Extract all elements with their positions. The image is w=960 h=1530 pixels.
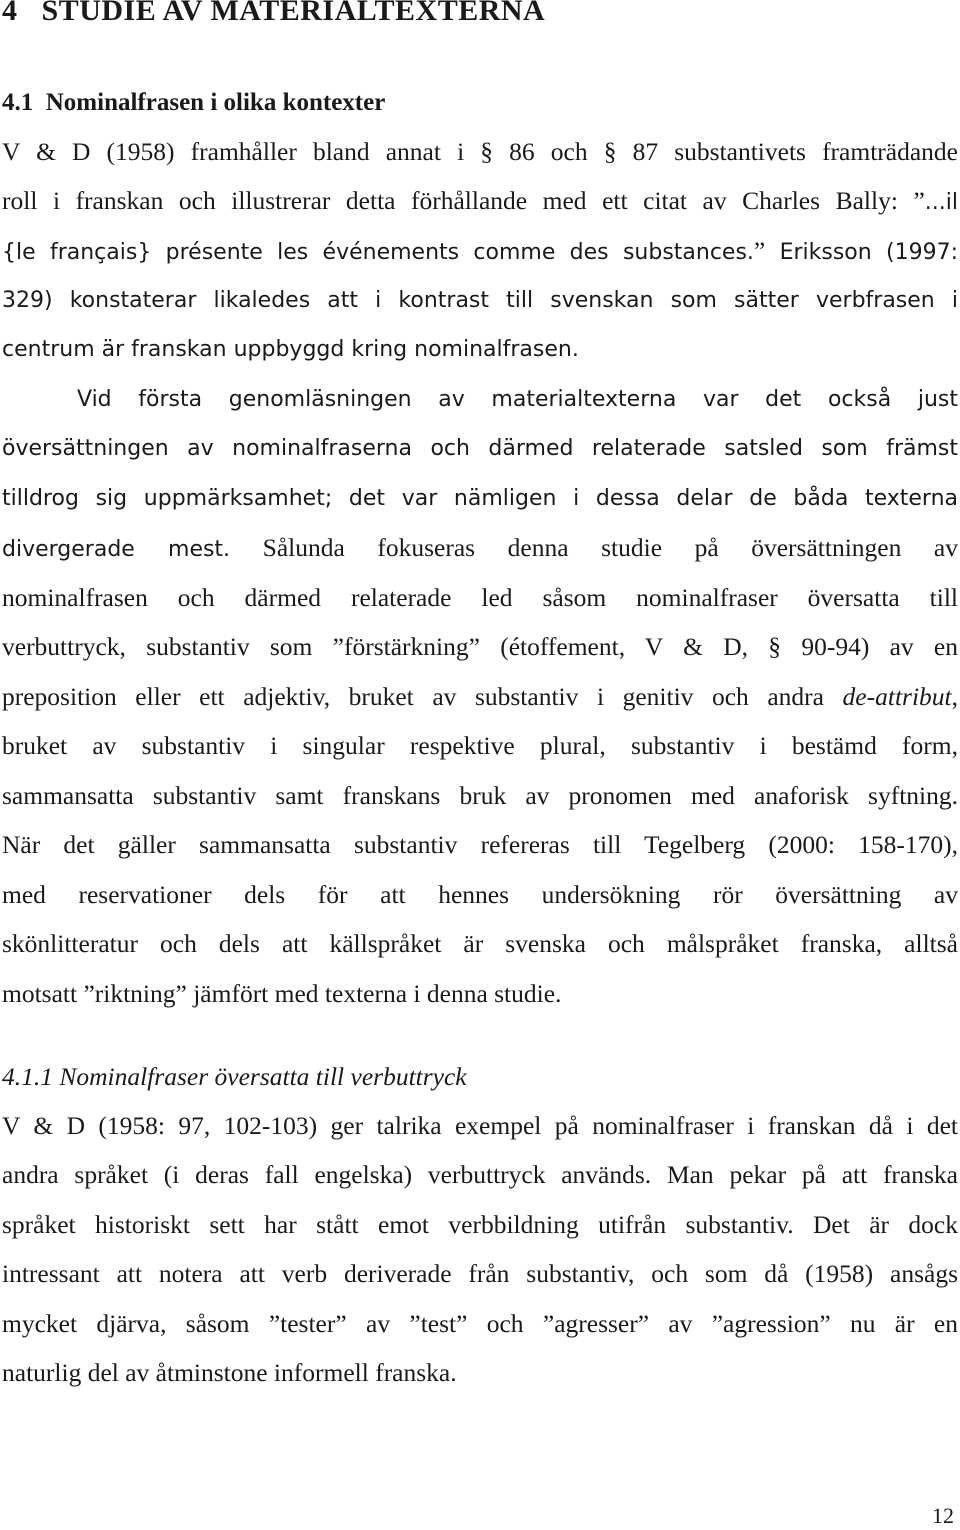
text-line: språket historiskt sett har stått emot verbbildning utifrån substantiv. Det är dock — [2, 1210, 958, 1239]
section-title: Nominalfrasen i olika kontexter — [45, 89, 386, 116]
text-line: Vid första genomläsningen av materialtexterna var det också just — [77, 387, 958, 412]
text-line: med reservationer dels för att hennes undersökning rör översättning av — [2, 880, 958, 909]
section-sign: § — [768, 632, 782, 661]
text-line: sammansatta substantiv samt franskans bruk av pronomen med anaforisk syftning. — [2, 781, 958, 810]
subsection-heading — [2, 1062, 958, 1092]
text-line: centrum är franskan uppbyggd kring nominalfrasen. — [2, 337, 579, 362]
french-quote: {le français} présente les événements comme des substances. — [2, 240, 754, 265]
text-line: nominalfrasen och därmed relaterade led såsom nominalfraser översatta till — [2, 583, 958, 612]
text-line: {le français} présente les événements comme des substances.” Eriksson (1997: — [2, 236, 958, 265]
text-line: V & D (1958: 97, 102-103) ger talrika exempel på nominalfraser i franskan då i det — [2, 1111, 958, 1140]
chapter-heading — [2, 0, 958, 26]
subsection-title: Nominalfraser översatta till verbuttryck — [59, 1062, 467, 1091]
text-line: översättningen av nominalfraserna och därmed relaterade satsled som främst — [2, 436, 958, 461]
text-line: V & D (1958) framhåller bland annat i § 86 och § 87 substantivets framträdande — [2, 137, 958, 166]
text-line: motsatt ”riktning” jämfört med texterna i denna studie. — [2, 979, 562, 1008]
text-line: roll i franskan och illustrerar detta förhållande med ett citat av Charles Bally: ”...il — [2, 186, 958, 215]
text-line: intressant att notera att verb deriverade från substantiv, och som då (1958) ansågs — [2, 1259, 958, 1288]
text-line: skönlitteratur och dels att källspråket är svenska och målspråket franska, alltså — [2, 929, 958, 958]
italic-term: de-attribut — [842, 682, 952, 711]
quote-mark: ” — [913, 186, 925, 215]
chapter-title: STUDIE AV MATERIALTEXTERNA — [41, 0, 546, 27]
text-line: När det gäller sammansatta substantiv refereras till Tegelberg (2000: 158-170), — [2, 830, 958, 859]
section-number: 4.1 — [2, 89, 34, 116]
section-sign: § — [480, 137, 494, 166]
section-heading — [2, 88, 958, 118]
text-line: preposition eller ett adjektiv, bruket av substantiv i genitiv och andra de-attribut, — [2, 682, 958, 711]
text-line: divergerade mest. Sålunda fokuseras denna studie på översättningen av — [2, 533, 958, 562]
section-sign: § — [603, 137, 617, 166]
text-line: mycket djärva, såsom ”tester” av ”test” och ”agresser” av ”agression” nu är en — [2, 1309, 958, 1338]
chapter-number: 4 — [2, 0, 18, 27]
text-line: 329) konstaterar likaledes att i kontrast till svenskan som sätter verbfrasen i — [2, 288, 958, 313]
text-line: andra språket (i deras fall engelska) verbuttryck används. Man pekar på att franska — [2, 1160, 958, 1189]
page-number: 12 — [932, 1503, 954, 1528]
quote-mark: ” — [753, 236, 766, 265]
text-line: verbuttryck, substantiv som ”förstärkning” (étoffement, V & D, § 90-94) av en — [2, 632, 958, 661]
text-line: naturlig del av åtminstone informell franska. — [2, 1358, 457, 1387]
subsection-number: 4.1.1 — [2, 1062, 53, 1091]
text-line: bruket av substantiv i singular respektive plural, substantiv i bestämd form, — [2, 731, 958, 760]
text-line: tilldrog sig uppmärksamhet; det var nämligen i dessa delar de båda texterna — [2, 486, 958, 511]
